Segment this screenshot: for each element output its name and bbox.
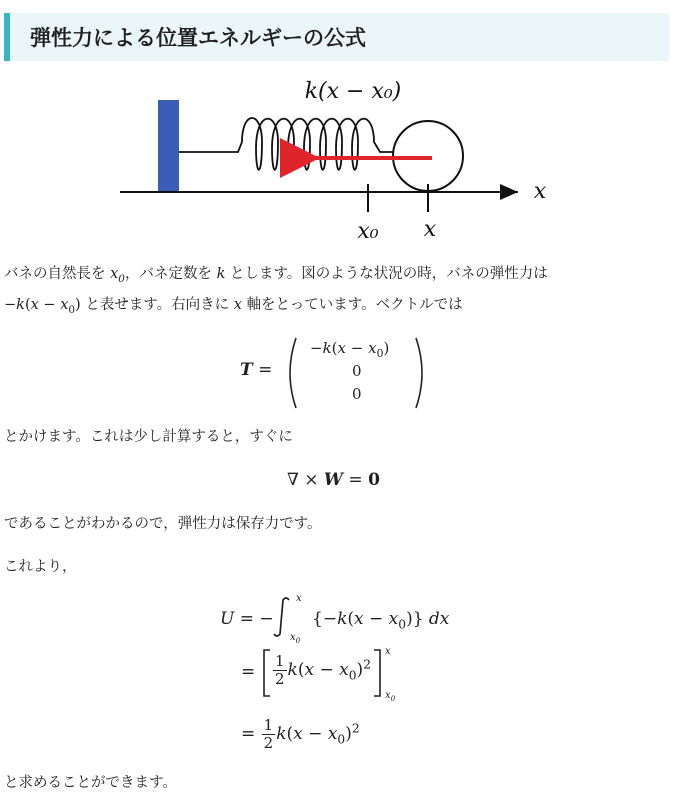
spring-force-label: k(x − x₀) (304, 79, 402, 104)
p1-text-e: 軸をとっています。ベクトルでは (246, 297, 463, 313)
spring-diagram (0, 60, 673, 250)
p1-text-a: バネの自然長を (4, 266, 106, 282)
paragraph-conclusion (4, 773, 177, 793)
vector-row-3: 0 (352, 385, 362, 403)
math-x0: $x_0$ (110, 266, 125, 285)
p3-text: であることがわかるので，弾性力は保存力です。 (4, 516, 322, 532)
spring-rod (179, 142, 242, 152)
p1-text-d: と表せます。右向きに (85, 297, 230, 313)
p4-text: これより， (4, 559, 77, 575)
math-k: k (216, 266, 226, 282)
vector-row-1: $-k(x - x_0)$ (310, 339, 390, 360)
heading-text: 弾性力による位置エネルギーの公式 (30, 26, 366, 50)
curl-equation: ∇ × W = 0 (287, 470, 380, 490)
x-label: x (423, 217, 437, 242)
paragraph-conservative (4, 514, 322, 534)
paragraph-thus (4, 557, 77, 577)
wall-block (158, 100, 179, 192)
vector-row-2: 0 (352, 362, 362, 380)
p1-text-c: とします。図のような状況の時，バネの弾性力は (229, 266, 548, 282)
energy-line-2: = (241, 662, 256, 682)
eval-upper-limit: x (385, 646, 391, 657)
evaluation-body: $\frac{1}{2}$ $k(x - x_0)^2$ (275, 652, 371, 688)
p1-text-b: ，バネ定数を (124, 266, 212, 282)
axis-label: x (533, 179, 547, 204)
math-x-axis: x (233, 297, 242, 313)
math-force: $-k(x - x_0)$ (4, 297, 81, 316)
integral-body: $\{-k(x - x_0)\}$ dx (312, 609, 450, 632)
paragraph-intro (4, 264, 548, 289)
x0-label: x₀ (357, 219, 379, 244)
integral-upper-limit: x (296, 593, 302, 604)
eval-lower-limit: $x_0$ (385, 690, 396, 703)
integral-lower-limit: $x_0$ (290, 632, 301, 645)
energy-line-1: U = − (220, 609, 274, 629)
paragraph-calc (4, 427, 293, 447)
vector-T-symbol: T = (240, 360, 273, 380)
p2-text: とかけます。これは少し計算すると，すぐに (4, 429, 293, 445)
energy-line-3: = $\frac{1}{2}$ $k(x - x_0)^2$ (241, 716, 360, 752)
spring-coil (242, 118, 394, 170)
p5-text: と求めることができます。 (4, 775, 177, 791)
paragraph-intro-line2 (4, 295, 463, 320)
section-heading (4, 13, 669, 61)
